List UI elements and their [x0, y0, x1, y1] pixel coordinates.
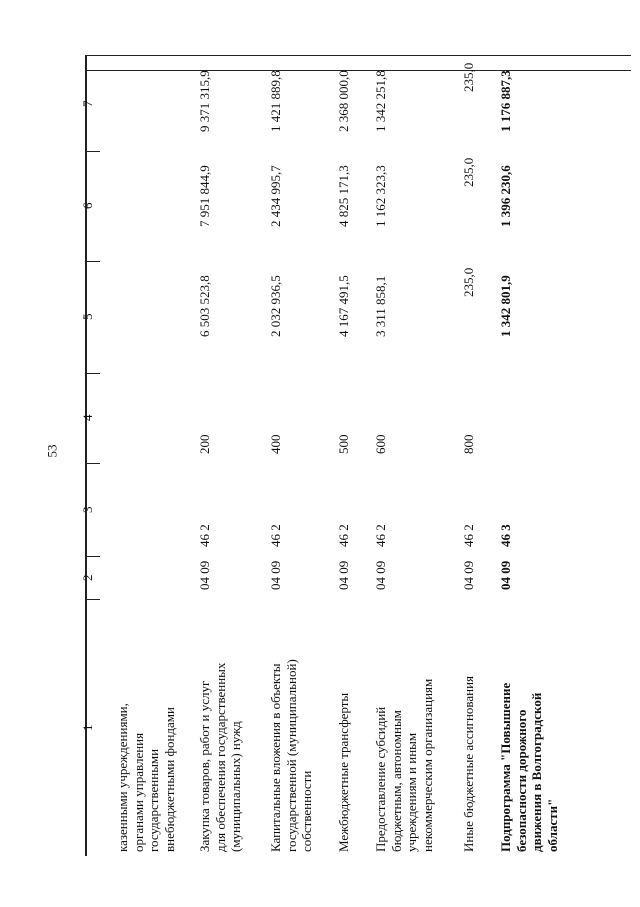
row-value-c4: 400	[268, 434, 283, 454]
column-divider	[86, 261, 100, 262]
row-value-c7: 2 368 000,0	[336, 69, 351, 132]
column-header: 4	[80, 414, 95, 421]
row-value-c5: 3 311 858,1	[373, 275, 388, 337]
row-value-c2: 04 09	[498, 560, 513, 590]
column-header: 3	[80, 506, 95, 513]
row-name-line: Иные бюджетные ассигнования	[461, 675, 476, 852]
row-name-line: безопасности дорожного	[513, 709, 529, 852]
row-value-c4: 500	[336, 434, 351, 454]
column-divider	[86, 373, 100, 374]
row-value-c7: 9 371 315,9	[197, 69, 212, 132]
row-value-c3: 46 2	[268, 524, 283, 547]
row-value-c2: 04 09	[461, 560, 476, 590]
row-value-c2: 04 09	[197, 560, 212, 590]
row-value-c5: 2 032 936,5	[268, 274, 283, 337]
row-value-c4: 600	[373, 434, 388, 454]
row-name-line: учреждениям и иным	[404, 732, 419, 852]
row-name-line: некоммерческим организациям	[419, 678, 435, 852]
row-name-line: (муниципальных) нужд	[228, 721, 243, 852]
row-name-line: для обеспечения государственных	[212, 662, 228, 852]
row-name-line: внебюджетными фондами	[161, 707, 177, 852]
row-name-line: государственной (муниципальной)	[283, 659, 299, 852]
column-divider	[86, 151, 100, 152]
row-value-c7: 1 342 251,8	[373, 69, 388, 132]
row-value-c4: 200	[197, 434, 212, 454]
row-name-line: казенными учреждениями,	[115, 703, 130, 852]
column-header: 5	[80, 313, 95, 320]
row-name-line: бюджетным, автономным	[388, 710, 404, 852]
column-header: 2	[80, 574, 95, 581]
row-value-c5: 4 167 491,5	[336, 274, 351, 337]
column-divider	[86, 56, 87, 856]
row-name-line: движения в Волгоградской	[529, 692, 544, 852]
row-value-c6: 1 396 230,6	[498, 164, 513, 227]
page-number: 53	[44, 444, 60, 458]
row-name-line: государственными	[146, 748, 161, 852]
row-name-line: Подпрограмма "Повышение	[498, 682, 513, 852]
column-divider	[86, 463, 100, 464]
row-name-line: органами управления	[130, 732, 146, 852]
row-name-line: Закупка товаров, работ и услуг	[197, 680, 212, 852]
row-value-c6: 2 434 995,7	[268, 164, 283, 227]
row-value-c6: 7 951 844,9	[197, 164, 212, 227]
row-value-c3: 46 2	[373, 524, 388, 547]
row-name-line: Межбюджетные трансферты	[336, 692, 351, 852]
column-header: 6	[80, 202, 95, 209]
column-divider	[86, 599, 100, 600]
row-value-c5: 235,0	[461, 267, 476, 297]
row-value-c7: 235,0	[461, 62, 476, 92]
row-value-c3: 46 2	[336, 524, 351, 547]
header-divider	[86, 70, 631, 71]
row-value-c5: 1 342 801,9	[498, 274, 513, 337]
row-value-c2: 04 09	[373, 560, 388, 590]
row-value-c3: 46 2	[197, 524, 212, 547]
row-value-c7: 1 421 889,8	[268, 69, 283, 132]
row-value-c6: 1 162 323,3	[373, 164, 388, 227]
column-divider	[86, 556, 100, 557]
row-name-line: собственности	[299, 770, 314, 852]
row-value-c4: 800	[461, 434, 476, 454]
row-value-c3: 46 3	[498, 524, 513, 547]
column-header: 7	[80, 100, 95, 107]
row-value-c3: 46 2	[461, 524, 476, 547]
row-name-line: Предоставление субсидий	[373, 706, 388, 852]
row-name-line: области"	[544, 798, 560, 852]
row-value-c7: 1 176 887,3	[498, 69, 513, 132]
row-value-c5: 6 503 523,8	[197, 274, 212, 337]
row-value-c6: 4 825 171,3	[336, 164, 351, 227]
column-header: 1	[80, 724, 95, 731]
row-value-c2: 04 09	[336, 560, 351, 590]
row-name-line: Капитальные вложения в объекты	[268, 663, 283, 852]
row-value-c6: 235,0	[461, 157, 476, 187]
row-value-c2: 04 09	[268, 560, 283, 590]
